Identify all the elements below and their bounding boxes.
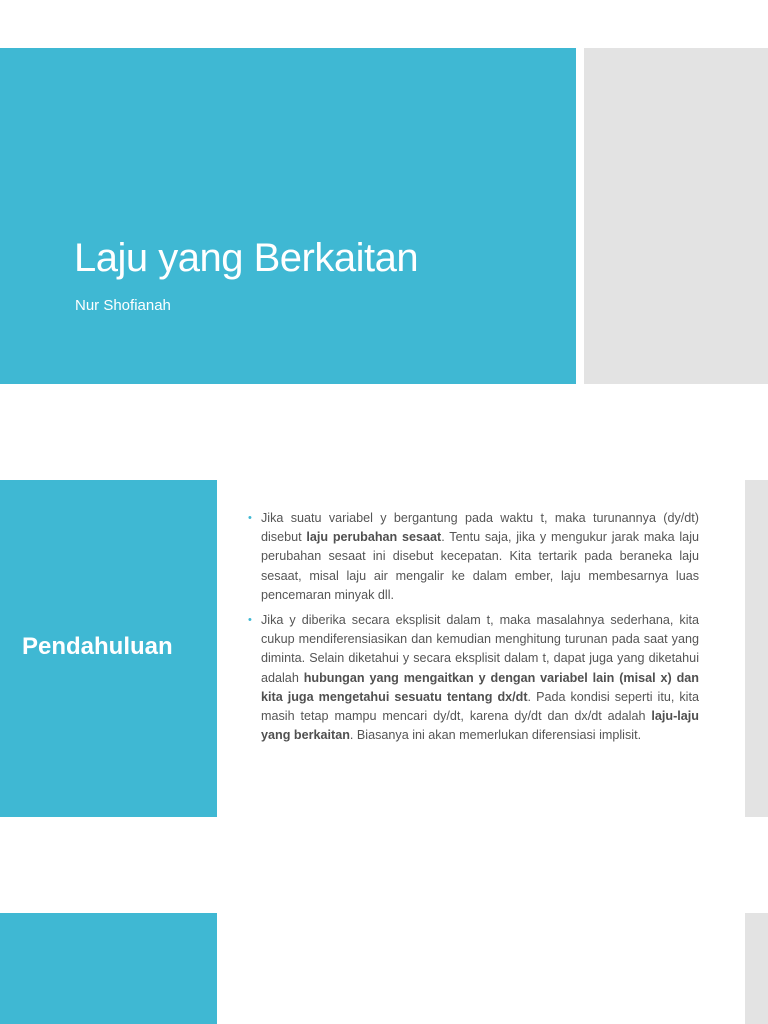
slide-title: Laju yang Berkaitan (74, 236, 419, 280)
bullet-list (247, 509, 699, 751)
bullet-text: . Tentu saja, jika y mengukur jarak maka laju perubahan sesaat ini disebut kecepatan. Kita tertarik pada beraneka laju sesaat, misal laju air mengalir ke dalam ember, laju membesarnya luas pencemaran minyak dll. (261, 530, 699, 602)
bullet-item (247, 509, 699, 605)
title-slide-panel (0, 48, 576, 384)
section-side-panel (745, 480, 768, 817)
bullet-bold-text: laju-laju yang berkaitan (261, 709, 699, 743)
section-heading: Pendahuluan (22, 633, 173, 660)
bullet-item (247, 611, 699, 745)
bullet-bold-text: hubungan yang mengaitkan y dengan variabel lain (misal x) dan kita juga mengetahui sesuatu tentang dx/dt (261, 670, 699, 704)
bullet-text: Jika y diberika secara eksplisit dalam t, maka masalahnya sederhana, kita cukup mendiferensiasikan dan kemudian menghitung turunan pada saat yang diminta. Selain diketahui y secara eksplisit dalam t, dapat juga yang diketahui adalah (261, 613, 699, 685)
next-slide-header-panel (0, 913, 217, 1024)
bullet-text: Jika suatu variabel y bergantung pada waktu t, maka turunannya (dy/dt) disebut (261, 511, 699, 545)
bullet-icon: • (248, 512, 252, 524)
bullet-text: . Biasanya ini akan memerlukan diferensiasi implisit. (349, 728, 642, 743)
bullet-icon: • (248, 614, 252, 627)
title-slide-side-panel (584, 48, 768, 384)
slide-author: Nur Shofianah (75, 297, 171, 314)
next-slide-side-panel (745, 913, 768, 1024)
bullet-bold-text: laju perubahan sesaat (306, 530, 442, 545)
bullet-text: . Pada kondisi seperti itu, kita masih tetap mampu mencari dy/dt, karena dy/dt dan dx/dt adalah (261, 689, 699, 724)
